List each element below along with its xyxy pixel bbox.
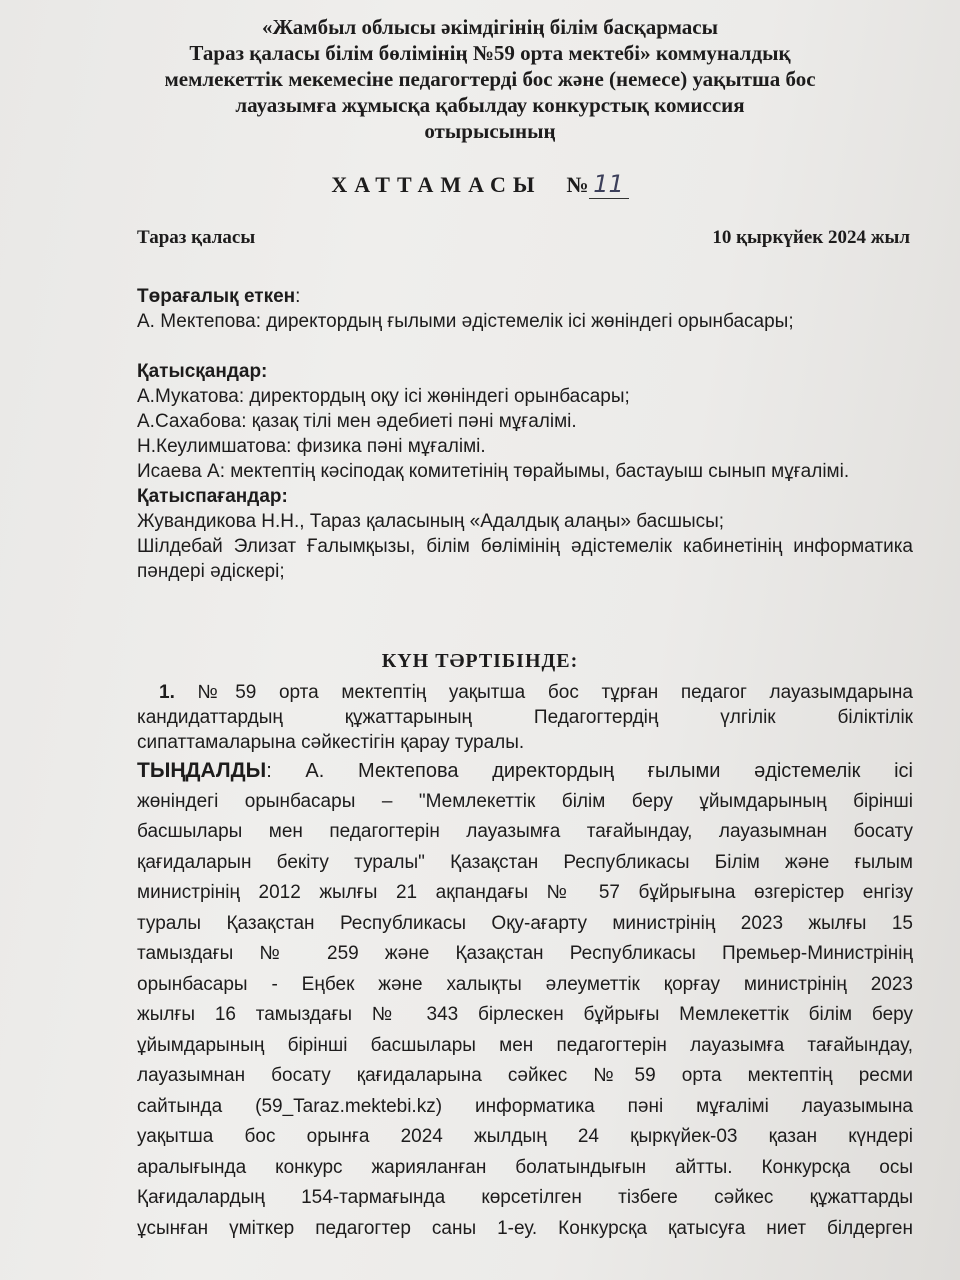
agenda-item-number: 1. bbox=[159, 682, 175, 703]
protocol-number-sign: № bbox=[566, 172, 589, 197]
header-line: мемлекеттік мекемесіне педагогтерді бос және (немесе) уақытша бос bbox=[164, 67, 816, 91]
listened-line: уақытша бос орынға 2024 жылдың 24 қыркүйек-03 қазан күндері bbox=[137, 1126, 913, 1147]
listened-section bbox=[137, 756, 913, 1244]
listened-line: сайтында (59_Taraz.mektebi.kz) информатика пәні мұғалімі лауазымына bbox=[137, 1095, 913, 1117]
listened-line: жылғы 16 тамыздағы № 343 бірлескен бұйрығы Мемлекеттік білім беру bbox=[137, 1004, 913, 1025]
absent-item: Жувандикова Н.Н., Тараз қаласының «Адалдық алаңы» басшысы; bbox=[137, 511, 725, 532]
listened-line: жөніндегі орынбасары – "Мемлекеттік білім беру ұйымдарының бірінші bbox=[137, 790, 913, 812]
participant-item: Н.Кеулимшатова: физика пәні мұғалімі. bbox=[137, 436, 486, 457]
listened-line: басшылары мен педагогтерін лауазымға тағайындау, лауазымнан босату bbox=[137, 821, 913, 842]
agenda-line-1 bbox=[137, 680, 913, 705]
participant-item: А.Мукатова: директордың оқу ісі жөніндегі орынбасары; bbox=[137, 386, 630, 407]
chair-heading bbox=[137, 284, 913, 309]
agenda-line: кандидаттардың құжаттарының Педагогтердің үлгілік біліктілік bbox=[137, 707, 913, 728]
protocol-number: 11 bbox=[589, 170, 629, 199]
listened-line: аралығында конкурс жарияланған болатындығын айтты. Конкурсқа осы bbox=[137, 1156, 913, 1178]
listened-line: лауазымнан босату қағидаларына сәйкес №59 орта мектептің ресми bbox=[137, 1065, 913, 1086]
agenda-heading: КҮН ТӘРТІБІНДЕ: bbox=[381, 650, 579, 672]
listened-line: орынбасары - Еңбек және халықты әлеуметтік қорғау министрінің 2023 bbox=[137, 973, 913, 995]
header-line: лауазымға жұмысқа қабылдау конкурстық комиссия bbox=[235, 93, 745, 117]
header-line: отырысының bbox=[424, 119, 556, 143]
date-label: 10 қыркүйек 2024 жыл bbox=[712, 227, 910, 248]
listened-first-line bbox=[137, 756, 913, 787]
listened-line: ұсынған үміткер педагогтер саны 1-еу. Конкурсқа қатысуға ниет білдерген bbox=[137, 1217, 913, 1239]
participant-item: А.Сахабова: қазақ тілі мен әдебиеті пәні мұғалімі. bbox=[137, 411, 577, 432]
chair-colon: : bbox=[295, 286, 301, 307]
listened-first-text: : А. Мектепова директордың ғылыми әдістемелік ісі bbox=[266, 760, 913, 782]
listened-line: туралы Қазақстан Республикасы Оқу-ағарту министрінің 2023 жылғы 15 bbox=[137, 912, 913, 934]
listened-line: Қағидалардың 154-тармағында көрсетілген тізбеге сәйкес құжаттарды bbox=[137, 1187, 913, 1208]
chair-text: А. Мектепова: директордың ғылыми әдістемелік ісі жөніндегі орынбасары; bbox=[137, 311, 794, 332]
chair-label: Төрағалық еткен bbox=[137, 286, 296, 307]
listened-label: ТЫҢДАЛДЫ bbox=[137, 759, 267, 782]
listened-line: ұйымдарының бірінші басшылары мен педагогтерін лауазымға тағайындау, bbox=[137, 1034, 913, 1056]
agenda-line-text: №59 орта мектептің уақытша бос тұрған педагог лауазымдарына bbox=[197, 682, 913, 703]
agenda-section bbox=[137, 680, 913, 755]
absent-label: Қатыспағандар: bbox=[137, 486, 288, 507]
listened-line: министрінің 2012 жылғы 21 ақпандағы № 57 бұйрығына өзгерістер енгізу bbox=[137, 882, 913, 903]
agenda-line: сипаттамаларына сәйкестігін қарау туралы. bbox=[137, 732, 525, 753]
listened-line: қағидаларын бекіту туралы" Қазақстан Республикасы Білім және ғылым bbox=[137, 851, 913, 873]
protocol-title-word: ХАТТАМАСЫ bbox=[331, 172, 542, 197]
header-line: Тараз қаласы білім бөлімінің №59 орта мектебі» коммуналдық bbox=[189, 41, 791, 65]
city-label: Тараз қаласы bbox=[137, 227, 256, 248]
header-line: «Жамбыл облысы әкімдігінің білім басқармасы bbox=[262, 15, 718, 39]
attendance-section bbox=[137, 284, 913, 584]
listened-line: тамыздағы № 259 және Қазақстан Республикасы Премьер-Министрінің bbox=[137, 943, 913, 964]
participants-label: Қатысқандар: bbox=[137, 361, 268, 382]
protocol-title bbox=[0, 170, 960, 199]
absent-item: Шілдебай Элизат Ғалымқызы, білім бөлімінің әдістемелік кабинетінің информатика пәндері әдіскері; bbox=[137, 536, 913, 582]
participant-item: Исаева А: мектептің кәсіподақ комитетінің төрайымы, бастауыш сынып мұғалімі. bbox=[137, 461, 850, 482]
document-header bbox=[110, 14, 870, 144]
